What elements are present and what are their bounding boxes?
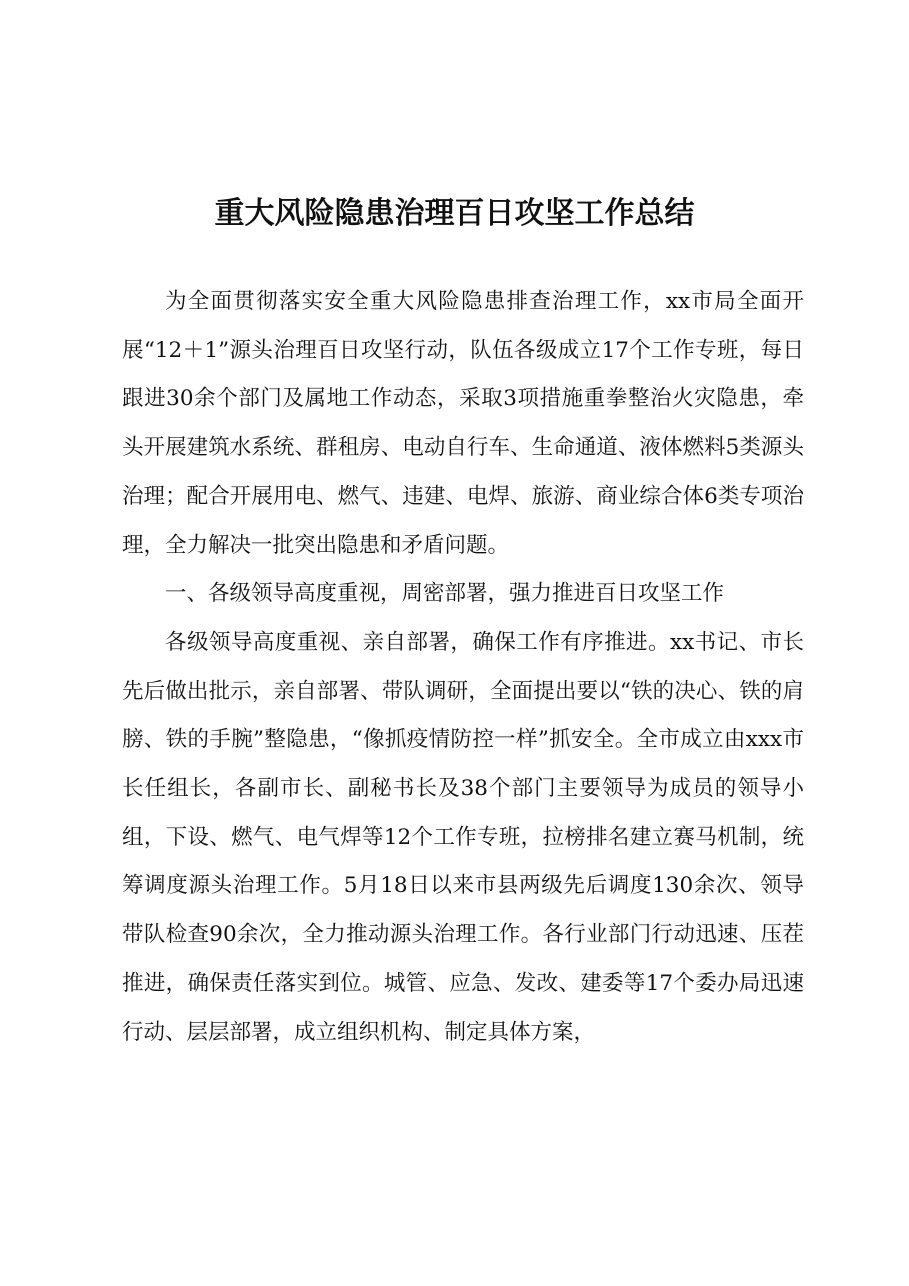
document-body: [122, 278, 804, 1057]
document-title: 重大风险隐患治理百日攻坚工作总结: [214, 196, 695, 231]
body-paragraph: 各级领导高度重视、亲自部署，确保工作有序推进。xx书记、市长先后做出批示，亲自部署、带队调研，全面提出要以“铁的决心、铁的肩膀、铁的手腕”整隐患，“像抓疫情防控一样”抓安全。全市成立由xxx市长任组长，各副市长、副秘书长及38个部门主要领导为成员的领导小组，下设、燃气、电气焊等12个工作专班，拉榜排名建立赛马机制，统筹调度源头治理工作。5月18日以来市县两级先后调度130余次、领导带队检查90余次，全力推动源头治理工作。各行业部门行动迅速、压茬推进，确保责任落实到位。城管、应急、发改、建委等17个委办局迅速行动、层层部署，成立组织机构、制定具体方案，: [122, 629, 804, 1045]
section-heading: 一、各级领导高度重视，周密部署，强力推进百日攻坚工作: [165, 581, 725, 607]
intro-paragraph: 为全面贯彻落实安全重大风险隐患排查治理工作，xx市局全面开展“12＋1”源头治理百日攻坚行动，队伍各级成立17个工作专班，每日跟进30余个部门及属地工作动态，采取3项措施重拳整治火灾隐患，牵头开展建筑水系统、群租房、电动自行车、生命通道、液体燃料5类源头治理；配合开展用电、燃气、违建、电焊、旅游、商业综合体6类专项治理，全力解决一批突出隐患和矛盾问题。: [122, 289, 804, 558]
